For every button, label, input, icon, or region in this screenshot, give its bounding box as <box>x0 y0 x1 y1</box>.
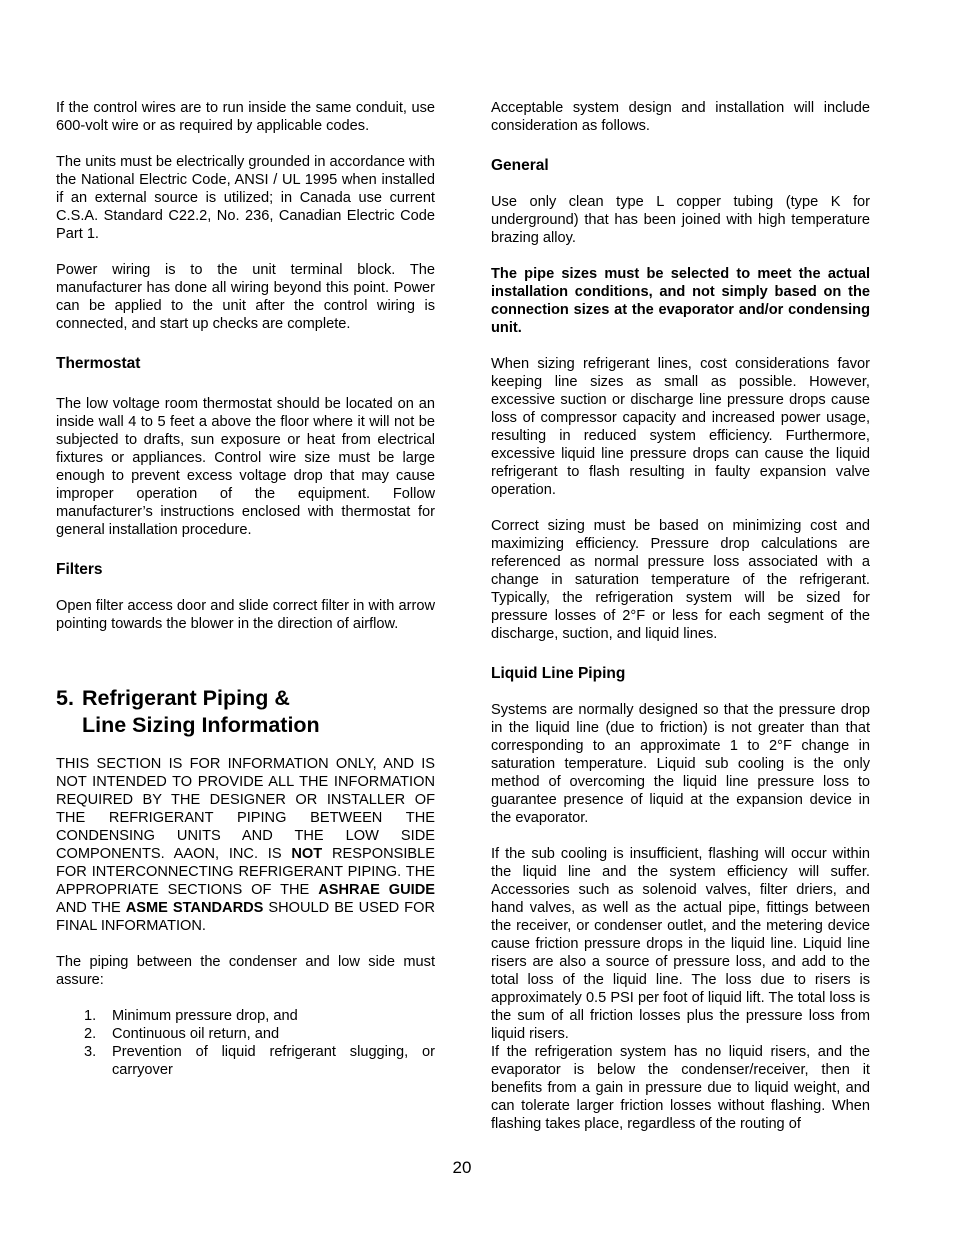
notice-text-2: RESPONSIBLE FOR INTERCONNECTING REFRIGERANT PIPING. THE APPROPRIATE SECTIONS OF THE <box>56 846 435 898</box>
notice-text-4: SHOULD BE USED FOR FINAL INFORMATION. <box>56 900 435 934</box>
list-item-text: Continuous oil return, and <box>112 1026 280 1042</box>
paragraph-sizing-cost: When sizing refrigerant lines, cost considerations favor keeping line sizes as small as possible. However, excessive suction or discharge line pressure drops cause loss of compressor capacity and increased power usage, resulting in reduced system efficiency. Furthermore, excessive liquid line pressure drops can cause the liquid refrigerant to flash resulting in faulty expansion valve operation. <box>491 356 870 498</box>
notice-ashrae: ASHRAE GUIDE <box>318 882 435 898</box>
paragraph-piping-assure: The piping between the condenser and low side must assure: <box>56 954 435 988</box>
paragraph-no-risers: If the refrigeration system has no liquid risers, and the evaporator is below the condenser/receiver, then it benefits from a gain in pressure due to liquid weight, and can tolerate larger friction losses without flashing. When flashing takes place, regardless of the routing of <box>491 1044 870 1132</box>
left-column <box>56 99 435 1079</box>
notice-asme: ASME STANDARDS <box>125 900 264 916</box>
paragraph-liquid-line-design: Systems are normally designed so that the pressure drop in the liquid line (due to friction) is not greater than that corresponding to an approximate 1 to 2°F change in saturation temperature. Liquid sub cooling is the only method of overcoming the liquid line pressure loss to guarantee presence of liquid at the expansion device in the evaporator. <box>491 702 870 826</box>
section-title-line-2: Line Sizing Information <box>82 713 320 737</box>
list-item-number: 3. <box>84 1044 97 1060</box>
paragraph-notice <box>56 755 435 935</box>
section-number: 5. <box>56 686 74 710</box>
paragraph-filters: Open filter access door and slide correct filter in with arrow pointing towards the blower in the direction of airflow. <box>56 598 435 632</box>
list-item <box>56 1007 435 1025</box>
list-item <box>56 1043 435 1079</box>
paragraph-copper-tubing: Use only clean type L copper tubing (type K for underground) that has been joined with high temperature brazing alloy. <box>491 194 870 246</box>
paragraph-power-wiring: Power wiring is to the unit terminal block. The manufacturer has done all wiring beyond this point. Power can be applied to the unit after the control wiring is connected, and start up checks are complete. <box>56 262 435 332</box>
notice-not: NOT <box>291 846 323 862</box>
list-item-text: Minimum pressure drop, and <box>112 1008 298 1024</box>
heading-filters: Filters <box>56 561 103 578</box>
paragraph-correct-sizing: Correct sizing must be based on minimizing cost and maximizing efficiency. Pressure drop calculations are referenced as normal pressure loss associated with a change in saturation temperature of the refrigerant. Typically, the refrigeration system will be sized for pressure losses of 2°F or less for each segment of the discharge, suction, and liquid lines. <box>491 518 870 642</box>
paragraph-control-wires: If the control wires are to run inside the same conduit, use 600-volt wire or as required by applicable codes. <box>56 100 435 134</box>
section-title-line-1: Refrigerant Piping & <box>82 686 290 710</box>
heading-thermostat: Thermostat <box>56 355 141 372</box>
right-column <box>491 99 870 1133</box>
list-item <box>56 1025 435 1043</box>
requirements-list <box>56 1007 435 1079</box>
section-heading <box>56 685 435 739</box>
paragraph-grounding: The units must be electrically grounded in accordance with the National Electric Code, ANSI / UL 1995 when installed if an external source is utilized; in Canada use current C.S.A. Standard C22.2, No. 236, Canadian Electric Code Part 1. <box>56 154 435 242</box>
page-number: 20 <box>452 1158 472 1177</box>
section-title <box>82 685 320 739</box>
paragraph-acceptable-design: Acceptable system design and installation will include consideration as follows. <box>491 100 870 134</box>
notice-text-3: AND THE <box>56 900 126 916</box>
paragraph-thermostat: The low voltage room thermostat should be located on an inside wall 4 to 5 feet a above the floor where it will not be subjected to drafts, sun exposure or heat from electrical fixtures or appliances. Control wire size must be large enough to prevent excess voltage drop that may cause improper operation of the equipment. Follow manufacturer’s instructions enclosed with thermostat for general installation procedure. <box>56 396 435 538</box>
list-item-number: 1. <box>84 1008 97 1024</box>
paragraph-pipe-sizes-bold: The pipe sizes must be selected to meet the actual installation conditions, and not simply based on the connection sizes at the evaporator and/or condensing unit. <box>491 266 870 336</box>
heading-general: General <box>491 157 549 174</box>
notice-text-1: THIS SECTION IS FOR INFORMATION ONLY, AND IS NOT INTENDED TO PROVIDE ALL THE INFORMATION REQUIRED BY THE DESIGNER OR INSTALLER OF THE REFRIGERANT PIPING BETWEEN THE CONDENSING UNITS AND THE LOW SIDE COMPONENTS. AAON, INC. IS <box>56 756 435 862</box>
list-item-number: 2. <box>84 1026 97 1042</box>
heading-liquid-line-piping: Liquid Line Piping <box>491 665 626 682</box>
list-item-text: Prevention of liquid refrigerant slugging, or carryover <box>112 1044 435 1078</box>
paragraph-sub-cooling: If the sub cooling is insufficient, flashing will occur within the liquid line and the system efficiency will suffer. Accessories such as solenoid valves, filter driers, and hand valves, as well as the actual pipe, fittings between the receiver, or condenser outlet, and the metering device cause friction pressure drops in the liquid line. Liquid line risers are also a source of pressure loss, and add to the total loss of the liquid line. The loss due to risers is approximately 0.5 PSI per foot of liquid lift. The total loss is the sum of all friction losses plus the pressure loss from liquid risers. <box>491 846 870 1042</box>
